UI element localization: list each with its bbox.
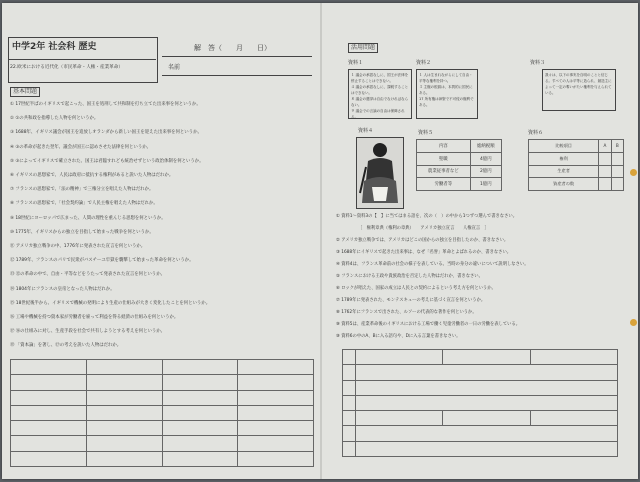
- answer-cell[interactable]: [238, 451, 314, 466]
- source1-line: １ 議会の承認なしに、国王が法律を停止することはできない。: [351, 73, 409, 83]
- answer-cell[interactable]: [343, 426, 356, 441]
- source5-cell: 総納税額: [470, 140, 501, 153]
- source6-cell: [599, 165, 611, 178]
- answer-cell[interactable]: [86, 436, 162, 451]
- basic-question-13: ⑬ ⑫の革命の中で、自由・平等などをうたって発表された宣言を何というか。: [10, 272, 165, 278]
- source6-cell: [611, 165, 623, 178]
- answer-cell[interactable]: [530, 411, 617, 426]
- name-underline: [162, 75, 312, 76]
- answer-cell[interactable]: [162, 405, 238, 420]
- answer-cell[interactable]: [238, 436, 314, 451]
- answer-cell[interactable]: [11, 421, 87, 436]
- source6-cell: 資産者の数: [529, 178, 599, 191]
- basic-question-list: [10, 98, 314, 356]
- source3-box: [542, 69, 616, 111]
- basic-question-12: ⑫ 1789年、フランスのパリで民衆がバスチーユ牢獄を襲撃して始まった革命を何というか。: [10, 258, 194, 264]
- binder-hole: [630, 319, 637, 326]
- answer-cell[interactable]: [343, 411, 356, 426]
- answer-cell[interactable]: [343, 365, 356, 380]
- answer-cell[interactable]: [356, 411, 443, 426]
- answer-cell[interactable]: [356, 395, 618, 410]
- unit-title: 22.欧米における近代化（市民革命・人権・産業革命）: [10, 65, 123, 70]
- answer-cell[interactable]: [343, 395, 356, 410]
- answer-cell[interactable]: [238, 360, 314, 375]
- applied-question-4: ④ 資料4は、フランス革命前の社会の様子を表している。当時の身分の違いについて説明しなさい。: [336, 262, 529, 267]
- basic-question-7: ⑦ フランスの思想家で、「法の精神」で三権分立を唱えた人物はだれか。: [10, 187, 154, 193]
- source2-label: 資料２: [416, 60, 432, 66]
- applied-question-3: ③ 1688年にイギリスで起きた出来事は、なぜ「名誉」革命とよばれるのか、書きなさい。: [336, 250, 512, 255]
- source2-box: [416, 69, 478, 119]
- applied-question-8: ⑧ 1762年にフランスで出された、ルソーの代表的な著作を何というか。: [336, 310, 477, 315]
- answer-cell[interactable]: [86, 390, 162, 405]
- answer-cell[interactable]: [443, 350, 530, 365]
- source1-box: [348, 69, 412, 119]
- source5-cell: 2億円: [470, 165, 501, 178]
- basic-heading: 基本問題: [10, 87, 40, 97]
- applied-question-2: ② アメリカ独立戦争では、アメリカはどこの国からの独立を目指したのか、書きなさい。: [336, 238, 509, 243]
- source6-cell: [599, 152, 611, 165]
- source6-cell: [599, 178, 611, 191]
- answer-cell[interactable]: [11, 451, 87, 466]
- basic-question-3: ③ 1688年、イギリス議会が国王を追放しオランダから新しい国王を迎えた出来事を何というか。: [10, 130, 202, 136]
- basic-question-6: ⑥ イギリスの思想家で、人民は政府に抵抗する権利があると説いた人物はだれか。: [10, 173, 174, 179]
- applied-question-list: [336, 211, 626, 347]
- answer-cell[interactable]: [86, 375, 162, 390]
- source5-cell: 労働者等: [417, 178, 471, 191]
- answer-cell[interactable]: [238, 375, 314, 390]
- source6-cell: 生産者: [529, 165, 599, 178]
- basic-question-10: ⑩ 1775年、イギリスからの独立を目指して始まった戦争を何というか。: [10, 229, 154, 235]
- answer-cell[interactable]: [238, 421, 314, 436]
- answer-cell[interactable]: [356, 380, 618, 395]
- source5-cell: 農業従事者など: [417, 165, 471, 178]
- course-title: 中学2年 社会科 歴史: [12, 42, 97, 52]
- answer-cell[interactable]: [86, 405, 162, 420]
- answer-cell[interactable]: [238, 390, 314, 405]
- applied-question-5: ⑤ フランスにおける王政や貴族政治を否定した人物はだれか、書きなさい。: [336, 274, 483, 279]
- applied-question-1: ① 資料1～資料3の【 】に当てはまる語を、次の（ ）の中から1つずつ選んで書きなさい。: [336, 214, 517, 219]
- source6-cell: 比較項目: [529, 140, 599, 153]
- basic-question-5: ⑤ ③によってイギリスで確立された、国王は君臨すれども統治せずという政治体制を何というか。: [10, 158, 204, 164]
- page-fold: [320, 3, 322, 479]
- answer-cell[interactable]: [11, 375, 87, 390]
- answer-cell[interactable]: [356, 441, 618, 456]
- basic-question-2: ② ①の共和政を指導した人物を何というか。: [10, 116, 99, 122]
- basic-question-18: ⑱ 「資本論」を著し、⑰の考えを説いた人物はだれか。: [10, 343, 122, 349]
- basic-question-4: ④ ③の革命が起きた翌年、議会が国王に認めさせた法律を何というか。: [10, 144, 151, 150]
- source3-label: 資料３: [530, 60, 546, 66]
- answer-choices: ［ 権利章典（権利の章典） アメリカ独立宣言 人権宣言 ］: [358, 226, 489, 231]
- applied-question-9: ⑨ 資料5は、産業革命後のイギリスにおける工場で働く児童労働者の一日の労働を表している。: [336, 322, 521, 327]
- answer-cell[interactable]: [530, 350, 617, 365]
- name-label: 名前: [168, 64, 181, 71]
- basic-question-14: ⑭ 1804年にフランスの皇帝となった人物はだれか。: [10, 286, 115, 292]
- answer-underline: [162, 56, 312, 57]
- answer-cell[interactable]: [86, 451, 162, 466]
- source1-line: ４ 議会の承認なしに、課税することはできない。: [351, 85, 409, 95]
- applied-question-10: ⑩ 資料6の中のA、Bに入る語句や、Dに入る言葉を書きなさい。: [336, 334, 461, 339]
- basic-answer-grid: [10, 359, 314, 467]
- basic-question-9: ⑨ 18世紀にヨーロッパで広まった、人間の理性を重んじる思想を何というか。: [10, 215, 166, 221]
- source2-line: ３ 主権の根源は、本質的に国民にある。: [419, 85, 473, 95]
- basic-question-11: ⑪ アメリカ独立戦争の中、1776年に発表された宣言を何というか。: [10, 244, 146, 250]
- basic-question-8: ⑧ フランスの思想家で、「社会契約論」で人民主権を唱えた人物はだれか。: [10, 201, 158, 207]
- source1-label: 資料１: [348, 60, 364, 66]
- source6-cell: A: [599, 140, 611, 153]
- source2-line: １ 人は生まれながらにして自由・平等な権利を持つ。: [419, 73, 473, 83]
- answer-cell[interactable]: [162, 421, 238, 436]
- source5-table: [416, 139, 502, 191]
- basic-question-16: ⑯ 工場や機械を持つ資本家が労働者を雇って利益を得る経済の仕組みを何というか。: [10, 315, 179, 321]
- title-divider: [8, 59, 156, 60]
- source5-cell: 内容: [417, 140, 471, 153]
- source2-line: 17 所有権は神聖で不可侵の権利である。: [419, 97, 474, 107]
- answer-cell[interactable]: [356, 350, 443, 365]
- source5-label: 資料５: [418, 130, 434, 136]
- answer-cell[interactable]: [162, 375, 238, 390]
- basic-question-17: ⑰ ⑯の仕組みに対し、生産手段を社会で共有しようとする考えを何というか。: [10, 329, 166, 335]
- answer-cell[interactable]: [343, 441, 356, 456]
- source5-cell: 聖職: [417, 152, 471, 165]
- answer-title: 解 答（ 月 日）: [194, 44, 271, 52]
- answer-cell[interactable]: [356, 365, 618, 380]
- applied-question-7: ⑦ 1789年に発表された、モンテスキューの考えに基づく宣言を何というか。: [336, 298, 486, 303]
- applied-heading: 活用問題: [348, 43, 378, 53]
- answer-cell[interactable]: [343, 350, 356, 365]
- source6-cell: [611, 178, 623, 191]
- source6-cell: 権利: [529, 152, 599, 165]
- answer-cell[interactable]: [86, 360, 162, 375]
- answer-cell[interactable]: [162, 436, 238, 451]
- source6-cell: [611, 152, 623, 165]
- answer-cell[interactable]: [162, 360, 238, 375]
- source6-table: [528, 139, 624, 191]
- answer-cell[interactable]: [162, 451, 238, 466]
- answer-cell[interactable]: [356, 426, 618, 441]
- answer-cell[interactable]: [86, 421, 162, 436]
- answer-cell[interactable]: [443, 411, 530, 426]
- source6-cell: B: [611, 140, 623, 153]
- source5-cell: 4億円: [470, 152, 501, 165]
- answer-cell[interactable]: [11, 360, 87, 375]
- basic-question-1: ① 17世紀半ばのイギリスで起こった、国王を処刑して共和制を打ち立てた出来事を何というか。: [10, 102, 201, 107]
- answer-cell[interactable]: [238, 405, 314, 420]
- source3-line: 我々は、以下の事実を自明のことと信じる。すべての人は平等に造られ、創造主によって一定の奪いがたい権利を与えられている。: [545, 73, 612, 95]
- applied-answer-grid: [342, 349, 618, 457]
- caricature-illustration: [356, 137, 404, 209]
- source1-line: ８ 議会の選挙は自由でなければならない。: [351, 97, 409, 107]
- source5-cell: 1億円: [470, 178, 501, 191]
- binder-hole: [630, 169, 637, 176]
- source6-label: 資料６: [528, 130, 544, 136]
- basic-question-15: ⑮ 18世紀後半から、イギリスで機械の発明により生産の仕組みが大きく変化したことを何というか。: [10, 300, 211, 306]
- applied-question-6: ⑥ ロックが唱えた、国家の成立は人民との契約によるという考え方を何というか。: [336, 286, 496, 291]
- answer-cell[interactable]: [11, 390, 87, 405]
- worksheet-sheet: [2, 3, 638, 479]
- answer-cell[interactable]: [11, 405, 87, 420]
- answer-cell[interactable]: [162, 390, 238, 405]
- source4-label: 資料４: [358, 128, 374, 134]
- answer-cell[interactable]: [343, 380, 356, 395]
- source1-line: ９ 議会での言論の自由は保障される。: [351, 109, 405, 119]
- answer-cell[interactable]: [11, 436, 87, 451]
